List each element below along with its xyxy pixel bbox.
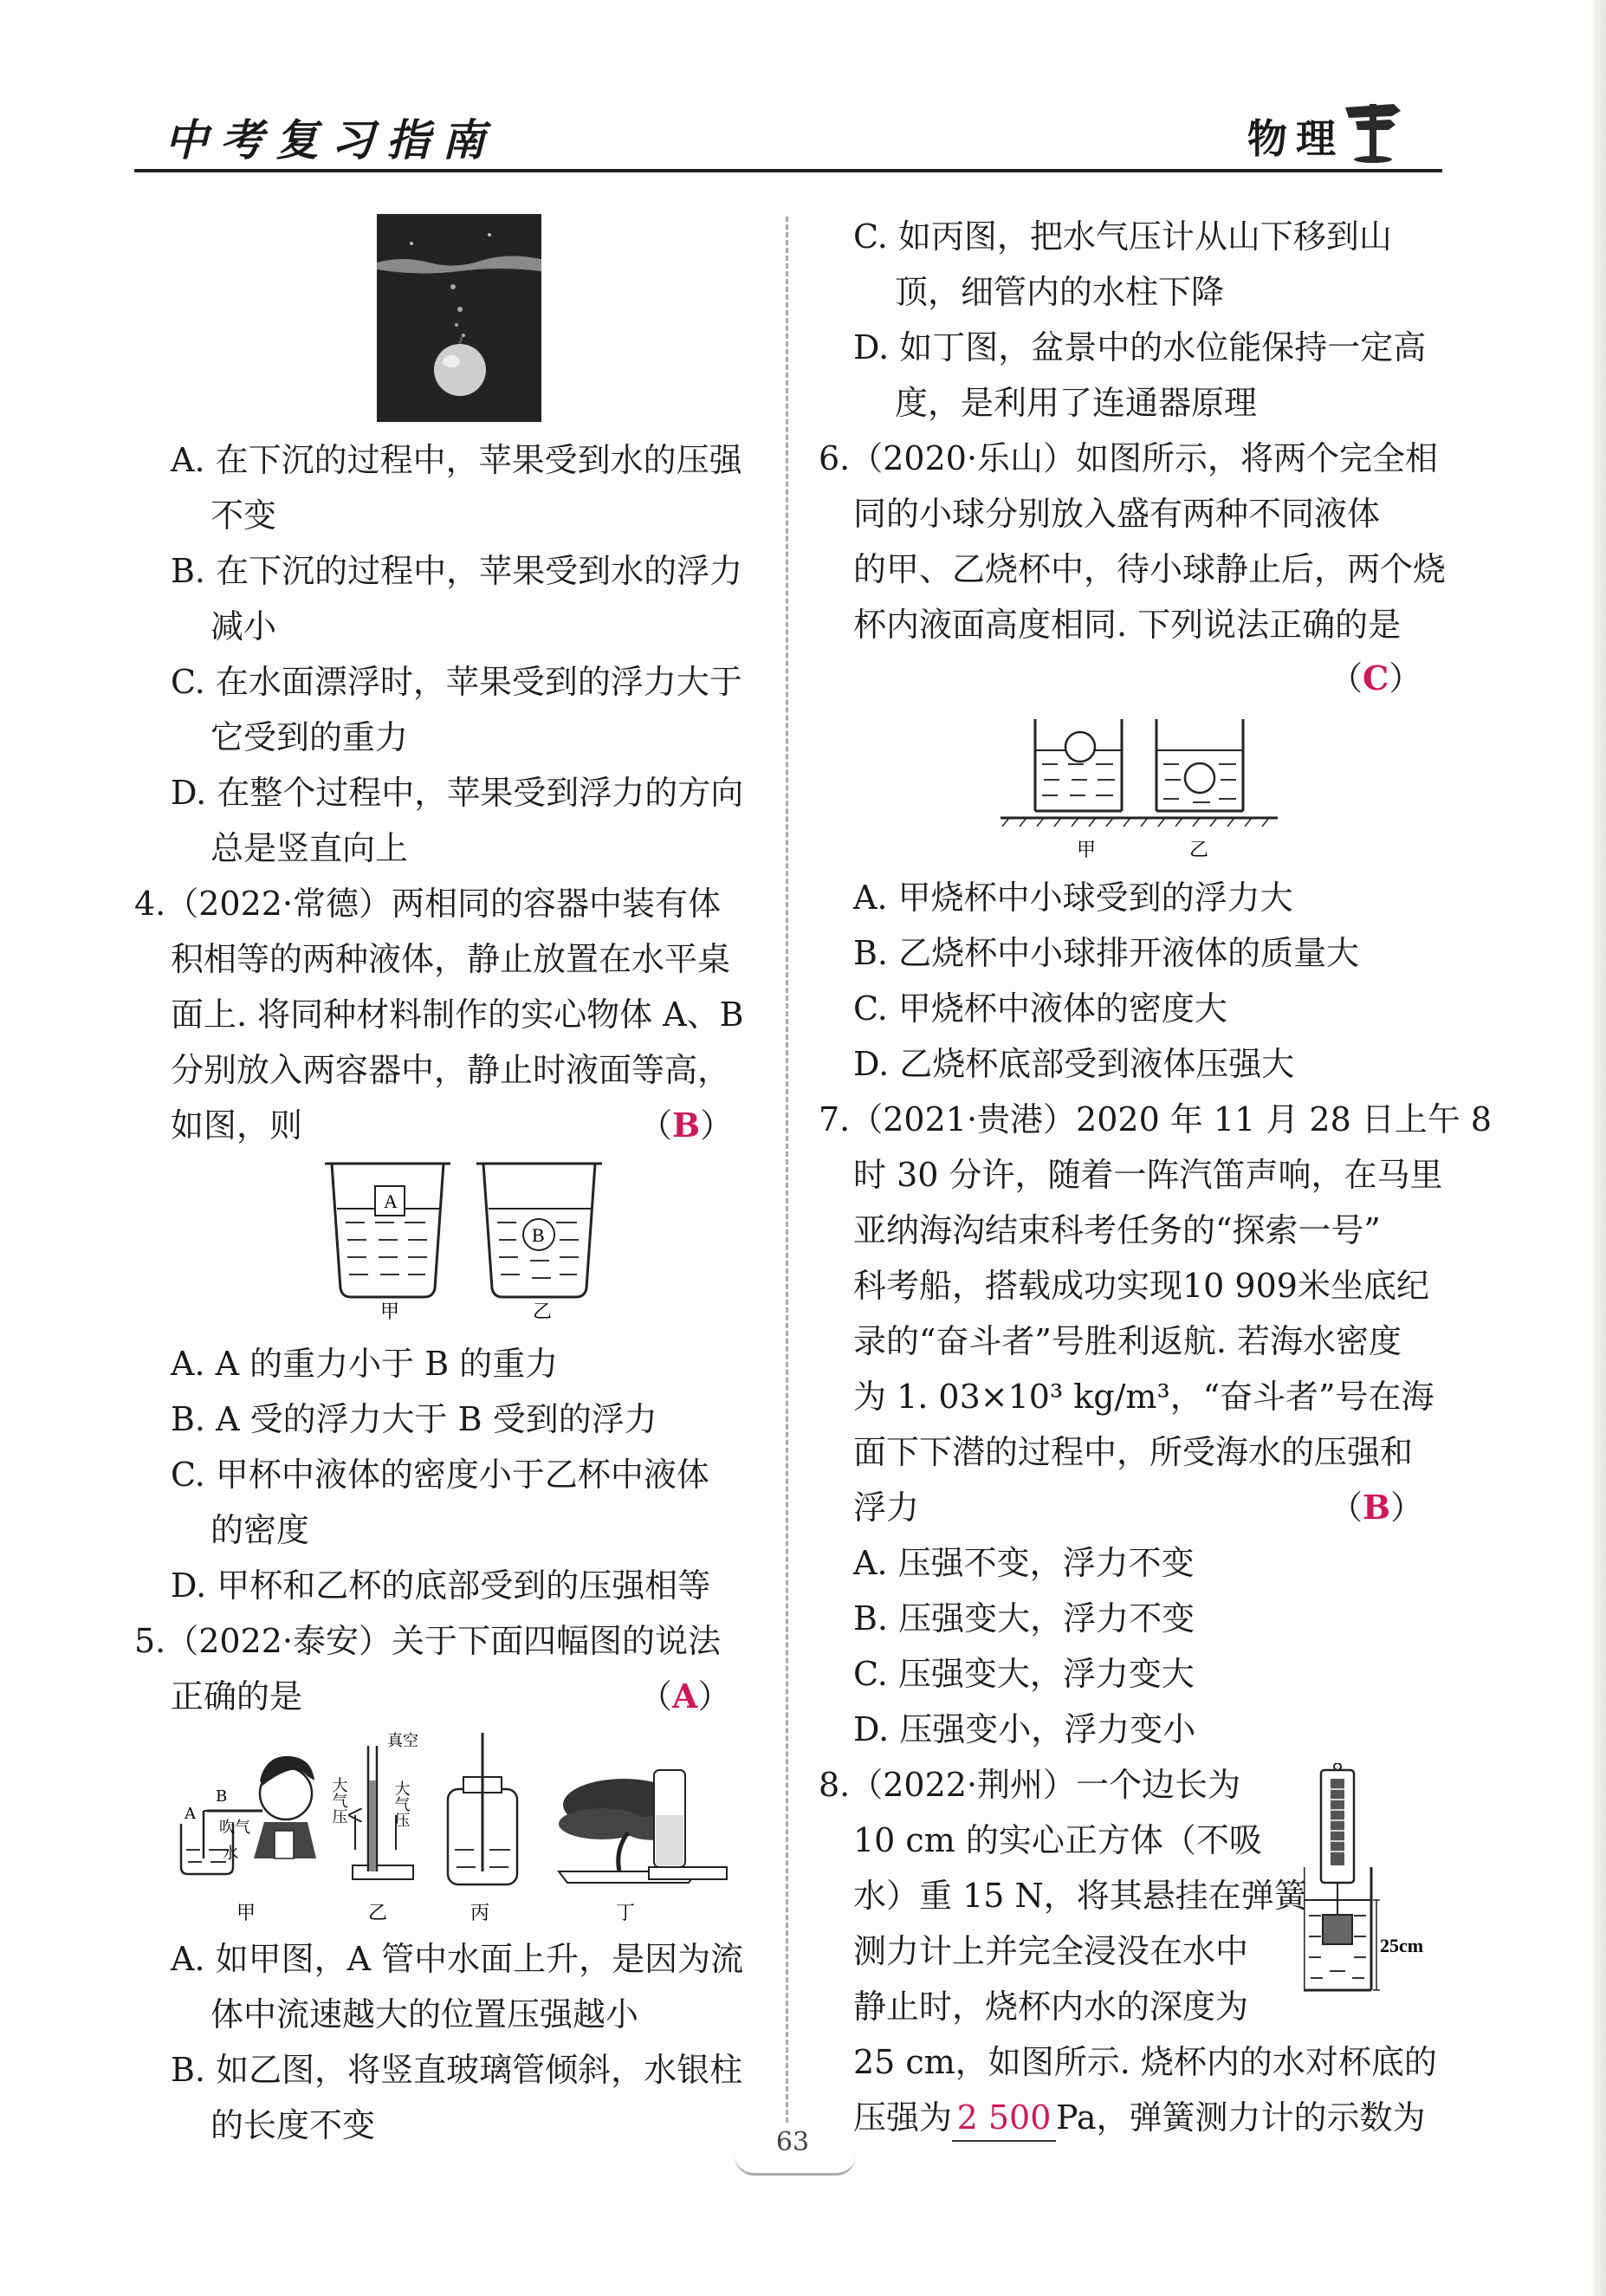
svg-text:大气压: 大气压 <box>392 1780 411 1827</box>
q6-line-2: 同的小球分别放入盛有两种不同液体 <box>853 495 1381 533</box>
q7-line-7: 面下下潜的过程中，所受海水的压强和 <box>853 1433 1414 1471</box>
q7-option-b: B. 压强变大，浮力不变 <box>853 1599 1195 1638</box>
svg-text:25cm: 25cm <box>1380 1935 1424 1956</box>
q5-figure <box>169 1728 758 1923</box>
q6-option-a: A. 甲烧杯中小球受到的浮力大 <box>853 879 1293 917</box>
q7-answer: B <box>1363 1488 1391 1527</box>
q4-option-c: C. 甲杯中液体的密度小于乙杯中液体 <box>171 1456 709 1494</box>
q7-line-1: 7.（2021·贵港）2020 年 11 月 28 日上午 8 <box>819 1100 1493 1138</box>
q3-option-c-cont: 它受到的重力 <box>210 718 409 756</box>
q8-line-6: 25 cm，如图所示. 烧杯内的水对杯底的 <box>853 2043 1437 2081</box>
q5-option-a: A. 如甲图，A 管中水面上升，是因为流 <box>171 1940 744 1978</box>
q7-option-d: D. 压强变小，浮力变小 <box>853 1710 1196 1748</box>
apple-photo <box>377 214 541 422</box>
svg-text:乙: 乙 <box>533 1301 553 1321</box>
q3-option-c: C. 在水面漂浮时，苹果受到的浮力大于 <box>171 663 742 701</box>
q4-answer: B <box>672 1106 701 1145</box>
svg-text:大气压: 大气压 <box>329 1777 348 1824</box>
q5-answer-paren: （A） <box>639 1677 731 1716</box>
q7-line-4: 科考船，搭载成功实现10 909米坐底纪 <box>853 1267 1429 1305</box>
q7-line-5: 录的“奋斗者”号胜利返航. 若海水密度 <box>853 1322 1402 1360</box>
svg-text:吹气: 吹气 <box>219 1819 250 1837</box>
q4-figure <box>316 1157 611 1321</box>
svg-text:B: B <box>216 1787 228 1806</box>
q8-line-5: 静止时，烧杯内水的深度为 <box>853 1988 1249 2026</box>
q7-line-6: 为 1. 03×10³ kg/m³，“奋斗者”号在海 <box>853 1378 1434 1416</box>
q4-option-c-cont: 的密度 <box>210 1511 310 1549</box>
q6-option-c: C. 甲烧杯中液体的密度大 <box>853 989 1227 1028</box>
q8-line-7: 压强为 2 500 Pa，弹簧测力计的示数为 <box>853 2095 1426 2142</box>
q3-option-a-cont: 不变 <box>210 496 277 535</box>
q3-option-b: B. 在下沉的过程中，苹果受到水的浮力 <box>171 552 743 590</box>
q7-answer-paren: （B） <box>1330 1488 1424 1527</box>
q5-option-d-cont: 度，是利用了连通器原理 <box>895 384 1258 422</box>
q7-option-c: C. 压强变大，浮力变大 <box>853 1655 1195 1693</box>
svg-text:丙: 丙 <box>470 1903 490 1923</box>
svg-text:丁: 丁 <box>616 1903 636 1923</box>
q6-figure <box>1001 709 1286 860</box>
header-title: 中考复习指南 <box>165 114 497 165</box>
q4-line-4: 分别放入两容器中，静止时液面等高， <box>171 1051 731 1089</box>
q4-option-a: A. A 的重力小于 B 的重力 <box>171 1345 559 1383</box>
q3-option-b-cont: 减小 <box>210 607 277 645</box>
page-edge <box>1594 0 1606 2296</box>
q5-line-1: 5.（2022·泰安）关于下面四幅图的说法 <box>134 1622 722 1660</box>
q5-option-a-cont: 体中流速越大的位置压强越小 <box>210 1995 639 2033</box>
q8-figure <box>1304 1763 1442 2014</box>
svg-text:乙: 乙 <box>368 1903 388 1923</box>
svg-text:甲: 甲 <box>380 1301 400 1321</box>
svg-text:A: A <box>384 1190 398 1212</box>
q4-line-2: 积相等的两种液体，静止放置在水平桌 <box>171 940 731 978</box>
q7-option-a: A. 压强不变，浮力不变 <box>853 1544 1195 1582</box>
q8-line-2: 10 cm 的实心正方体（不吸 <box>853 1821 1262 1859</box>
q3-option-a: A. 在下沉的过程中，苹果受到水的压强 <box>171 441 742 479</box>
svg-text:水: 水 <box>223 1845 238 1863</box>
q4-line-3: 面上. 将同种材料制作的实心物体 A、B <box>171 996 744 1034</box>
q5-line-2: 正确的是 <box>171 1677 303 1716</box>
header-subject: 物理 <box>1247 115 1344 162</box>
q7-line-2: 时 30 分许，随着一阵汽笛声响，在马里 <box>853 1156 1443 1194</box>
svg-text:A: A <box>185 1805 196 1823</box>
svg-text:乙: 乙 <box>1189 840 1209 860</box>
q4-line-1: 4.（2022·常德）两相同的容器中装有体 <box>134 885 722 923</box>
q8-answer-blank: 2 500 <box>952 2095 1056 2142</box>
q8-line-3: 水）重 15 N，将其悬挂在弹簧 <box>853 1877 1307 1915</box>
q7-line-3: 亚纳海沟结束科考任务的“探索一号” <box>853 1211 1381 1249</box>
q6-option-d: D. 乙烧杯底部受到液体压强大 <box>853 1045 1295 1083</box>
q7-line-8: 浮力 <box>853 1489 920 1527</box>
q3-option-d-cont: 总是竖直向上 <box>210 829 409 867</box>
svg-text:B: B <box>532 1224 545 1246</box>
q3-option-d: D. 在整个过程中，苹果受到浮力的方向 <box>171 774 744 812</box>
q5-option-b: B. 如乙图，将竖直玻璃管倾斜，水银柱 <box>171 2051 743 2089</box>
q6-line-1: 6.（2020·乐山）如图所示，将两个完全相 <box>819 439 1439 477</box>
q5-option-c-cont: 顶，细管内的水柱下降 <box>895 273 1225 311</box>
svg-text:真空: 真空 <box>387 1732 418 1750</box>
q8-line-4: 测力计上并完全浸没在水中 <box>853 1932 1249 1970</box>
q5-option-d: D. 如丁图，盆景中的水位能保持一定高 <box>853 328 1427 366</box>
page-number-ornament <box>735 2156 856 2176</box>
q4-answer-paren: （B） <box>639 1106 734 1145</box>
svg-text:甲: 甲 <box>236 1903 256 1923</box>
signpost-icon <box>1338 95 1408 165</box>
header-rule <box>134 169 1442 172</box>
q5-option-b-cont: 的长度不变 <box>210 2106 376 2144</box>
page-number: 63 <box>775 2127 810 2157</box>
q6-line-3: 的甲、乙烧杯中，待小球静止后，两个烧 <box>853 550 1447 588</box>
q6-answer: C <box>1363 658 1389 697</box>
q6-line-4: 杯内液面高度相同. 下列说法正确的是 <box>853 606 1402 644</box>
q8-line-1: 8.（2022·荆州）一个边长为 <box>819 1766 1241 1804</box>
q5-answer: A <box>672 1677 698 1716</box>
svg-text:甲: 甲 <box>1077 840 1097 860</box>
q4-line-5: 如图，则 <box>171 1106 303 1145</box>
q4-option-d: D. 甲杯和乙杯的底部受到的压强相等 <box>171 1566 711 1605</box>
q5-option-c: C. 如丙图，把水气压计从山下移到山 <box>853 217 1392 256</box>
q4-option-b: B. A 受的浮力大于 B 受到的浮力 <box>171 1400 657 1438</box>
q6-option-b: B. 乙烧杯中小球排开液体的质量大 <box>853 934 1360 972</box>
q6-answer-paren: （C） <box>1330 658 1422 697</box>
column-divider <box>786 217 788 2123</box>
